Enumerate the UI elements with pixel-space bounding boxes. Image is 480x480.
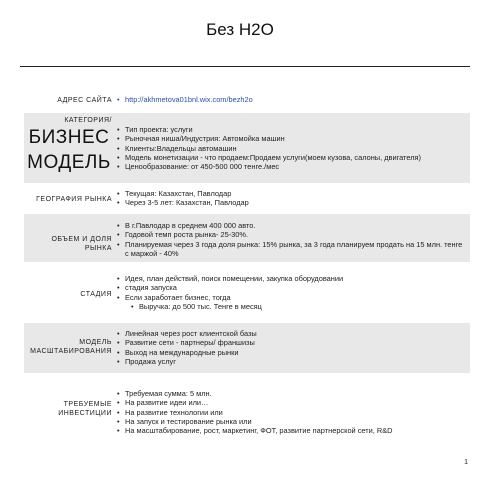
list-item: • Ценообразование: от 450-500 000 тенге./мес [117, 162, 464, 171]
list-item: • Тип проекта: услуги [117, 125, 464, 134]
business-model-row [24, 113, 470, 183]
list-item: • Через 3-5 лет: Казахстан, Павлодар [117, 198, 464, 207]
list-item: • Планируемая через 3 года доля рынка: 15% рынка, за 3 года планируем продать на 15 млн. тенге с маржой - 40% [117, 240, 464, 259]
list-item: • На масштабирование, рост, маркетинг, ФОТ, развитие партнерской сети, R&D [117, 426, 464, 435]
list-item: • Требуемая сумма: 5 млн. [117, 389, 464, 398]
list-item: • На развитие идеи или… [117, 398, 464, 407]
list-item: • Линейная через рост клиентской базы [117, 329, 464, 338]
investment-label-2: ИНВЕСТИЦИИ [58, 410, 112, 417]
list-item: • Клиенты:Владельцы автомашин [117, 144, 464, 153]
list-item: • На запуск и тестирование рынка или [117, 417, 464, 426]
list-item: • Выход на международные рынки [117, 348, 464, 357]
market-row [24, 214, 470, 262]
stage-label: СТАДИЯ [80, 291, 112, 298]
list-item: • На развитие технологии или [117, 408, 464, 417]
investment-label-1: ТРЕБУЕМЫЕ [63, 401, 112, 408]
investment-row [24, 384, 470, 440]
scaling-label-1: МОДЕЛЬ [79, 339, 112, 346]
address-row [24, 94, 470, 108]
market-list [117, 221, 464, 258]
list-item: • Текущая: Казахстан, Павлодар [117, 189, 464, 198]
stage-list [117, 274, 464, 311]
list-item: • Модель монетизации - что продаем:Продаем услуги(моем кузова, салоны, двигателя) [117, 153, 464, 162]
address-label: АДРЕС САЙТА [57, 97, 112, 104]
business-model-list [117, 125, 464, 171]
page-title: Без H2O [206, 20, 274, 39]
list-item: • Идея, план действий, поиск помещении, закупка оборудовании [117, 274, 464, 283]
scaling-label-2: МАСШТАБИРОВАНИЯ [30, 348, 112, 355]
business-model-label-big-2: МОДЕЛЬ [27, 152, 111, 173]
address-url[interactable]: • http://akhmetova01bnl.wix.com/bezh2o [117, 95, 464, 104]
list-item: • Продажа услуг [117, 357, 464, 366]
business-model-label-small: КАТЕГОРИЯ/ [64, 117, 112, 124]
list-item: • Годовой темп роста рынка- 25-30%. [117, 230, 464, 239]
business-model-label-big-1: БИЗНЕС [28, 127, 110, 148]
stage-row [24, 266, 470, 316]
scaling-row [24, 323, 470, 373]
list-item: • Если заработает бизнес, тогда [117, 293, 464, 302]
list-item: • Развитие сети - партнеры/ франшизы [117, 338, 464, 347]
address-content [117, 95, 464, 104]
investment-list [117, 389, 464, 435]
list-item: • В г.Павлодар в среднем 400 000 авто. [117, 221, 464, 230]
list-sub-item: • Выручка: до 500 тыс. Тенге в месяц [117, 302, 464, 311]
page-number: 1 [464, 459, 468, 466]
market-label: ОБЪЕМ И ДОЛЯ РЫНКА [51, 236, 112, 252]
list-item: • стадия запуска [117, 283, 464, 292]
geography-row [24, 185, 470, 213]
geography-label: ГЕОГРАФИЯ РЫНКА [36, 196, 112, 203]
geography-list [117, 189, 464, 208]
scaling-list [117, 329, 464, 366]
title-divider [20, 66, 470, 67]
list-item: • Рыночная ниша/Индустрия: Автомойка машин [117, 134, 464, 143]
